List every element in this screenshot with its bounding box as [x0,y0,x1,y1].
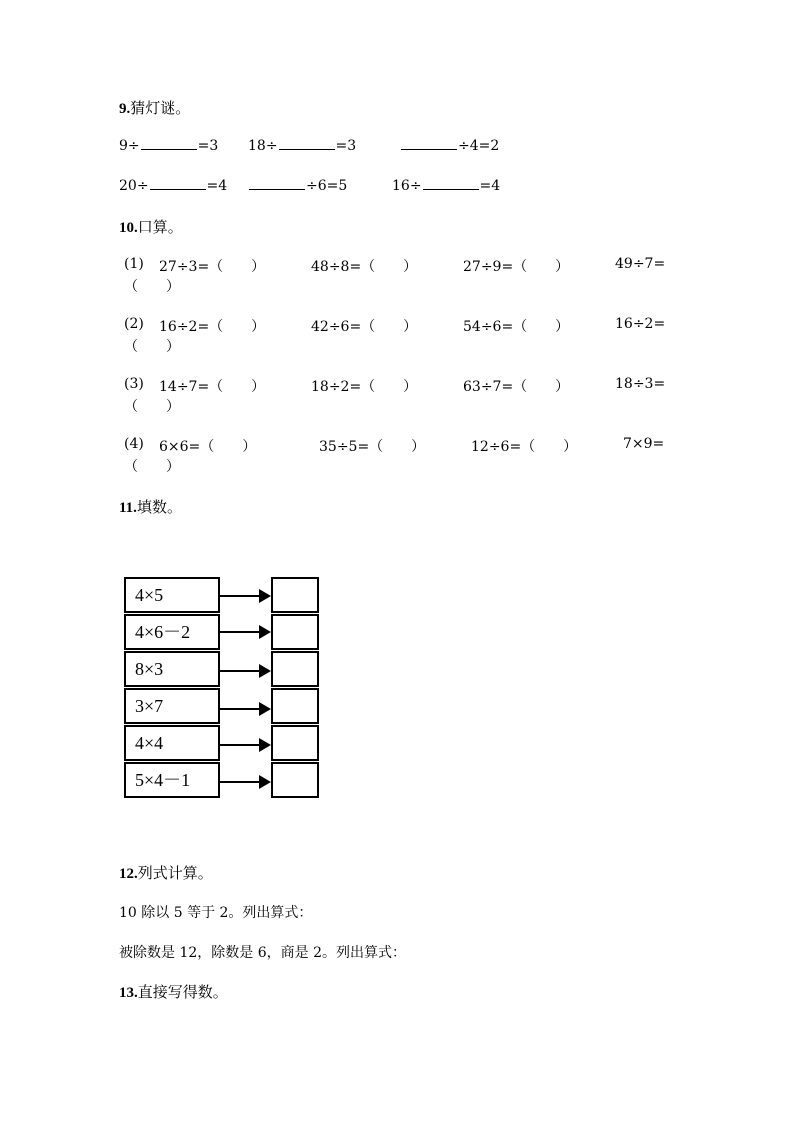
answer-box[interactable] [271,614,319,650]
question-text: 列式计算。 [137,864,213,882]
riddle-6: 16÷ =4 [392,178,501,194]
riddle-3: ÷4=2 [400,138,499,154]
calc-item: 48÷8=（ ） [311,259,418,275]
arrow-icon [220,664,271,678]
calc-item: 16÷2= [615,316,666,332]
calc-group-label: (1) [124,256,144,272]
calc-item: 42÷6=（ ） [311,319,418,335]
expression-box: 3×7 [124,688,220,724]
calc-wrap: （ ） [124,399,180,415]
answer-box[interactable] [271,577,319,613]
calc-item: 27÷9=（ ） [463,259,570,275]
calc-wrap: （ ） [124,459,180,475]
question-number: 12. [119,866,138,882]
answer-blank[interactable] [401,148,457,150]
calc-item: 54÷6=（ ） [463,319,570,335]
answer-box[interactable] [271,688,319,724]
question-12-title [119,862,213,883]
calc-item: 18÷2=（ ） [311,379,418,395]
calc-item: 14÷7=（ ） [159,379,266,395]
answer-box[interactable] [271,762,319,798]
arrow-icon [220,738,271,752]
question-text: 猜灯谜。 [130,99,191,117]
calc-group-label: (4) [124,436,144,452]
question-text: 口算。 [137,218,183,236]
answer-blank[interactable] [141,148,197,150]
arrow-icon [220,775,271,789]
expression-box: 4×6－2 [124,614,220,650]
expression-box: 4×5 [124,577,220,613]
arrow-icon [220,702,271,716]
calc-item: 49÷7= [615,256,666,272]
riddle-2: 18÷ =3 [248,138,357,154]
question-text: 填数。 [136,498,182,516]
arrow-icon [220,625,271,639]
expression-box: 8×3 [124,651,220,687]
answer-blank[interactable] [150,188,206,190]
calc-item: 35÷5=（ ） [319,439,426,455]
calc-group-label: (3) [124,376,144,392]
question-11-title [119,496,182,517]
expression-box: 4×4 [124,725,220,761]
calc-item: 27÷3=（ ） [159,259,266,275]
expression-box: 5×4－1 [124,762,220,798]
answer-box[interactable] [271,651,319,687]
answer-blank[interactable] [279,148,335,150]
riddle-1: 9÷ =3 [119,138,219,154]
question-12-line-2: 被除数是 12，除数是 6，商是 2。列出算式： [119,945,406,961]
calc-item: 12÷6=（ ） [471,439,578,455]
question-number: 10. [119,220,138,236]
calc-item: 63÷7=（ ） [463,379,570,395]
question-number: 11. [119,500,137,516]
question-text: 直接写得数。 [137,983,228,1001]
riddle-5: ÷6=5 [248,178,347,194]
calc-item: 18÷3= [615,376,666,392]
question-number: 13. [119,985,138,1001]
question-13-title [119,981,228,1002]
riddle-4: 20÷ =4 [119,178,228,194]
calc-wrap: （ ） [124,279,180,295]
question-number: 9. [119,101,131,117]
calc-wrap: （ ） [124,339,180,355]
calc-item: 6×6=（ ） [159,439,257,455]
question-12-line-1: 10 除以 5 等于 2。列出算式： [119,905,313,921]
question-10-title [119,216,183,237]
answer-box[interactable] [271,725,319,761]
calc-item: 7×9= [623,436,665,452]
answer-blank[interactable] [249,188,305,190]
question-9-title [119,97,190,118]
answer-blank[interactable] [423,188,479,190]
calc-item: 16÷2=（ ） [159,319,266,335]
calc-group-label: (2) [124,316,144,332]
arrow-icon [220,589,271,603]
